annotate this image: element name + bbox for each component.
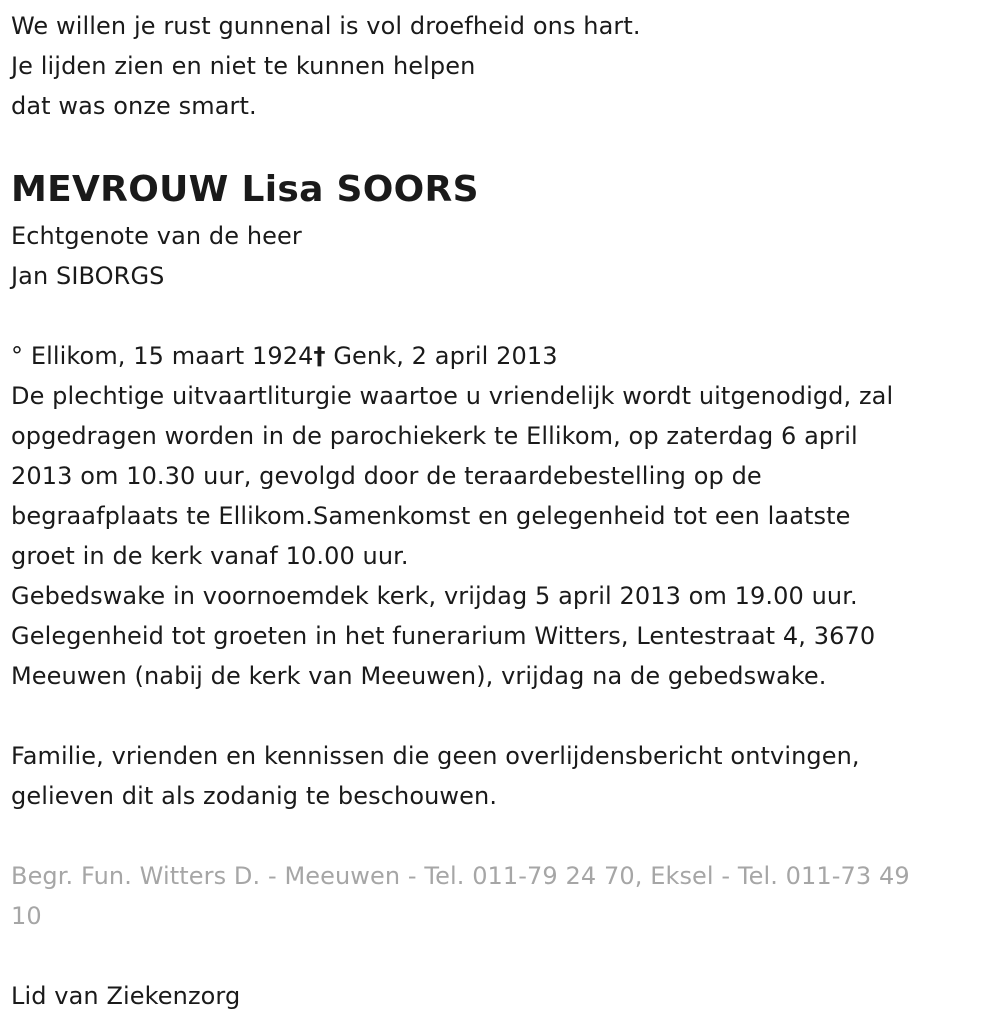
details-line: 2013 om 10.30 uur, gevolgd door de teraardebestelling op de bbox=[11, 462, 762, 490]
details-line: De plechtige uitvaartliturgie waartoe u vriendelijk wordt uitgenodigd, zal bbox=[11, 382, 894, 410]
spacer bbox=[11, 296, 995, 336]
details-line: begraafplaats te Ellikom.Samenkomst en gelegenheid tot een laatste bbox=[11, 502, 851, 530]
funeral-home-line: Begr. Fun. Witters D. - Meeuwen - Tel. 011-79 24 70, Eksel - Tel. 011-73 49 bbox=[11, 862, 910, 890]
birth-info: ° Ellikom, 15 maart 1924 bbox=[11, 342, 314, 370]
details-line: Meeuwen (nabij de kerk van Meeuwen), vrijdag na de gebedswake. bbox=[11, 662, 827, 690]
spacer bbox=[11, 936, 995, 976]
membership: Lid van Ziekenzorg bbox=[11, 982, 241, 1010]
details-line: groet in de kerk vanaf 10.00 uur. bbox=[11, 542, 409, 570]
notice bbox=[11, 736, 995, 816]
details-line: opgedragen worden in de parochiekerk te Ellikom, op zaterdag 6 april bbox=[11, 422, 858, 450]
poem-line: We willen je rust gunnenal is vol droefheid ons hart. bbox=[11, 12, 641, 40]
spacer bbox=[11, 816, 995, 856]
details-line: Gebedswake in voornoemdek kerk, vrijdag 5 april 2013 om 19.00 uur. bbox=[11, 582, 858, 610]
cross-icon: † bbox=[313, 342, 326, 370]
spacer bbox=[11, 696, 995, 736]
poem-line: dat was onze smart. bbox=[11, 92, 257, 120]
death-info: Genk, 2 april 2013 bbox=[325, 342, 558, 370]
spouse-name: Jan SIBORGS bbox=[11, 262, 165, 290]
funeral-details bbox=[11, 376, 995, 696]
funeral-home-line: 10 bbox=[11, 902, 42, 930]
notice-line: Familie, vrienden en kennissen die geen overlijdensbericht ontvingen, bbox=[11, 742, 860, 770]
relation bbox=[11, 216, 995, 296]
details-line: Gelegenheid tot groeten in het funerarium Witters, Lentestraat 4, 3670 bbox=[11, 622, 876, 650]
funeral-home-info bbox=[11, 856, 995, 936]
poem bbox=[11, 6, 995, 126]
obituary-notice bbox=[11, 6, 995, 1016]
notice-line: gelieven dit als zodanig te beschouwen. bbox=[11, 782, 498, 810]
poem-line: Je lijden zien en niet te kunnen helpen bbox=[11, 52, 476, 80]
birth-death-dates bbox=[11, 336, 995, 376]
deceased-name: MEVROUW Lisa SOORS bbox=[11, 169, 479, 210]
relation-line: Echtgenote van de heer bbox=[11, 222, 302, 250]
